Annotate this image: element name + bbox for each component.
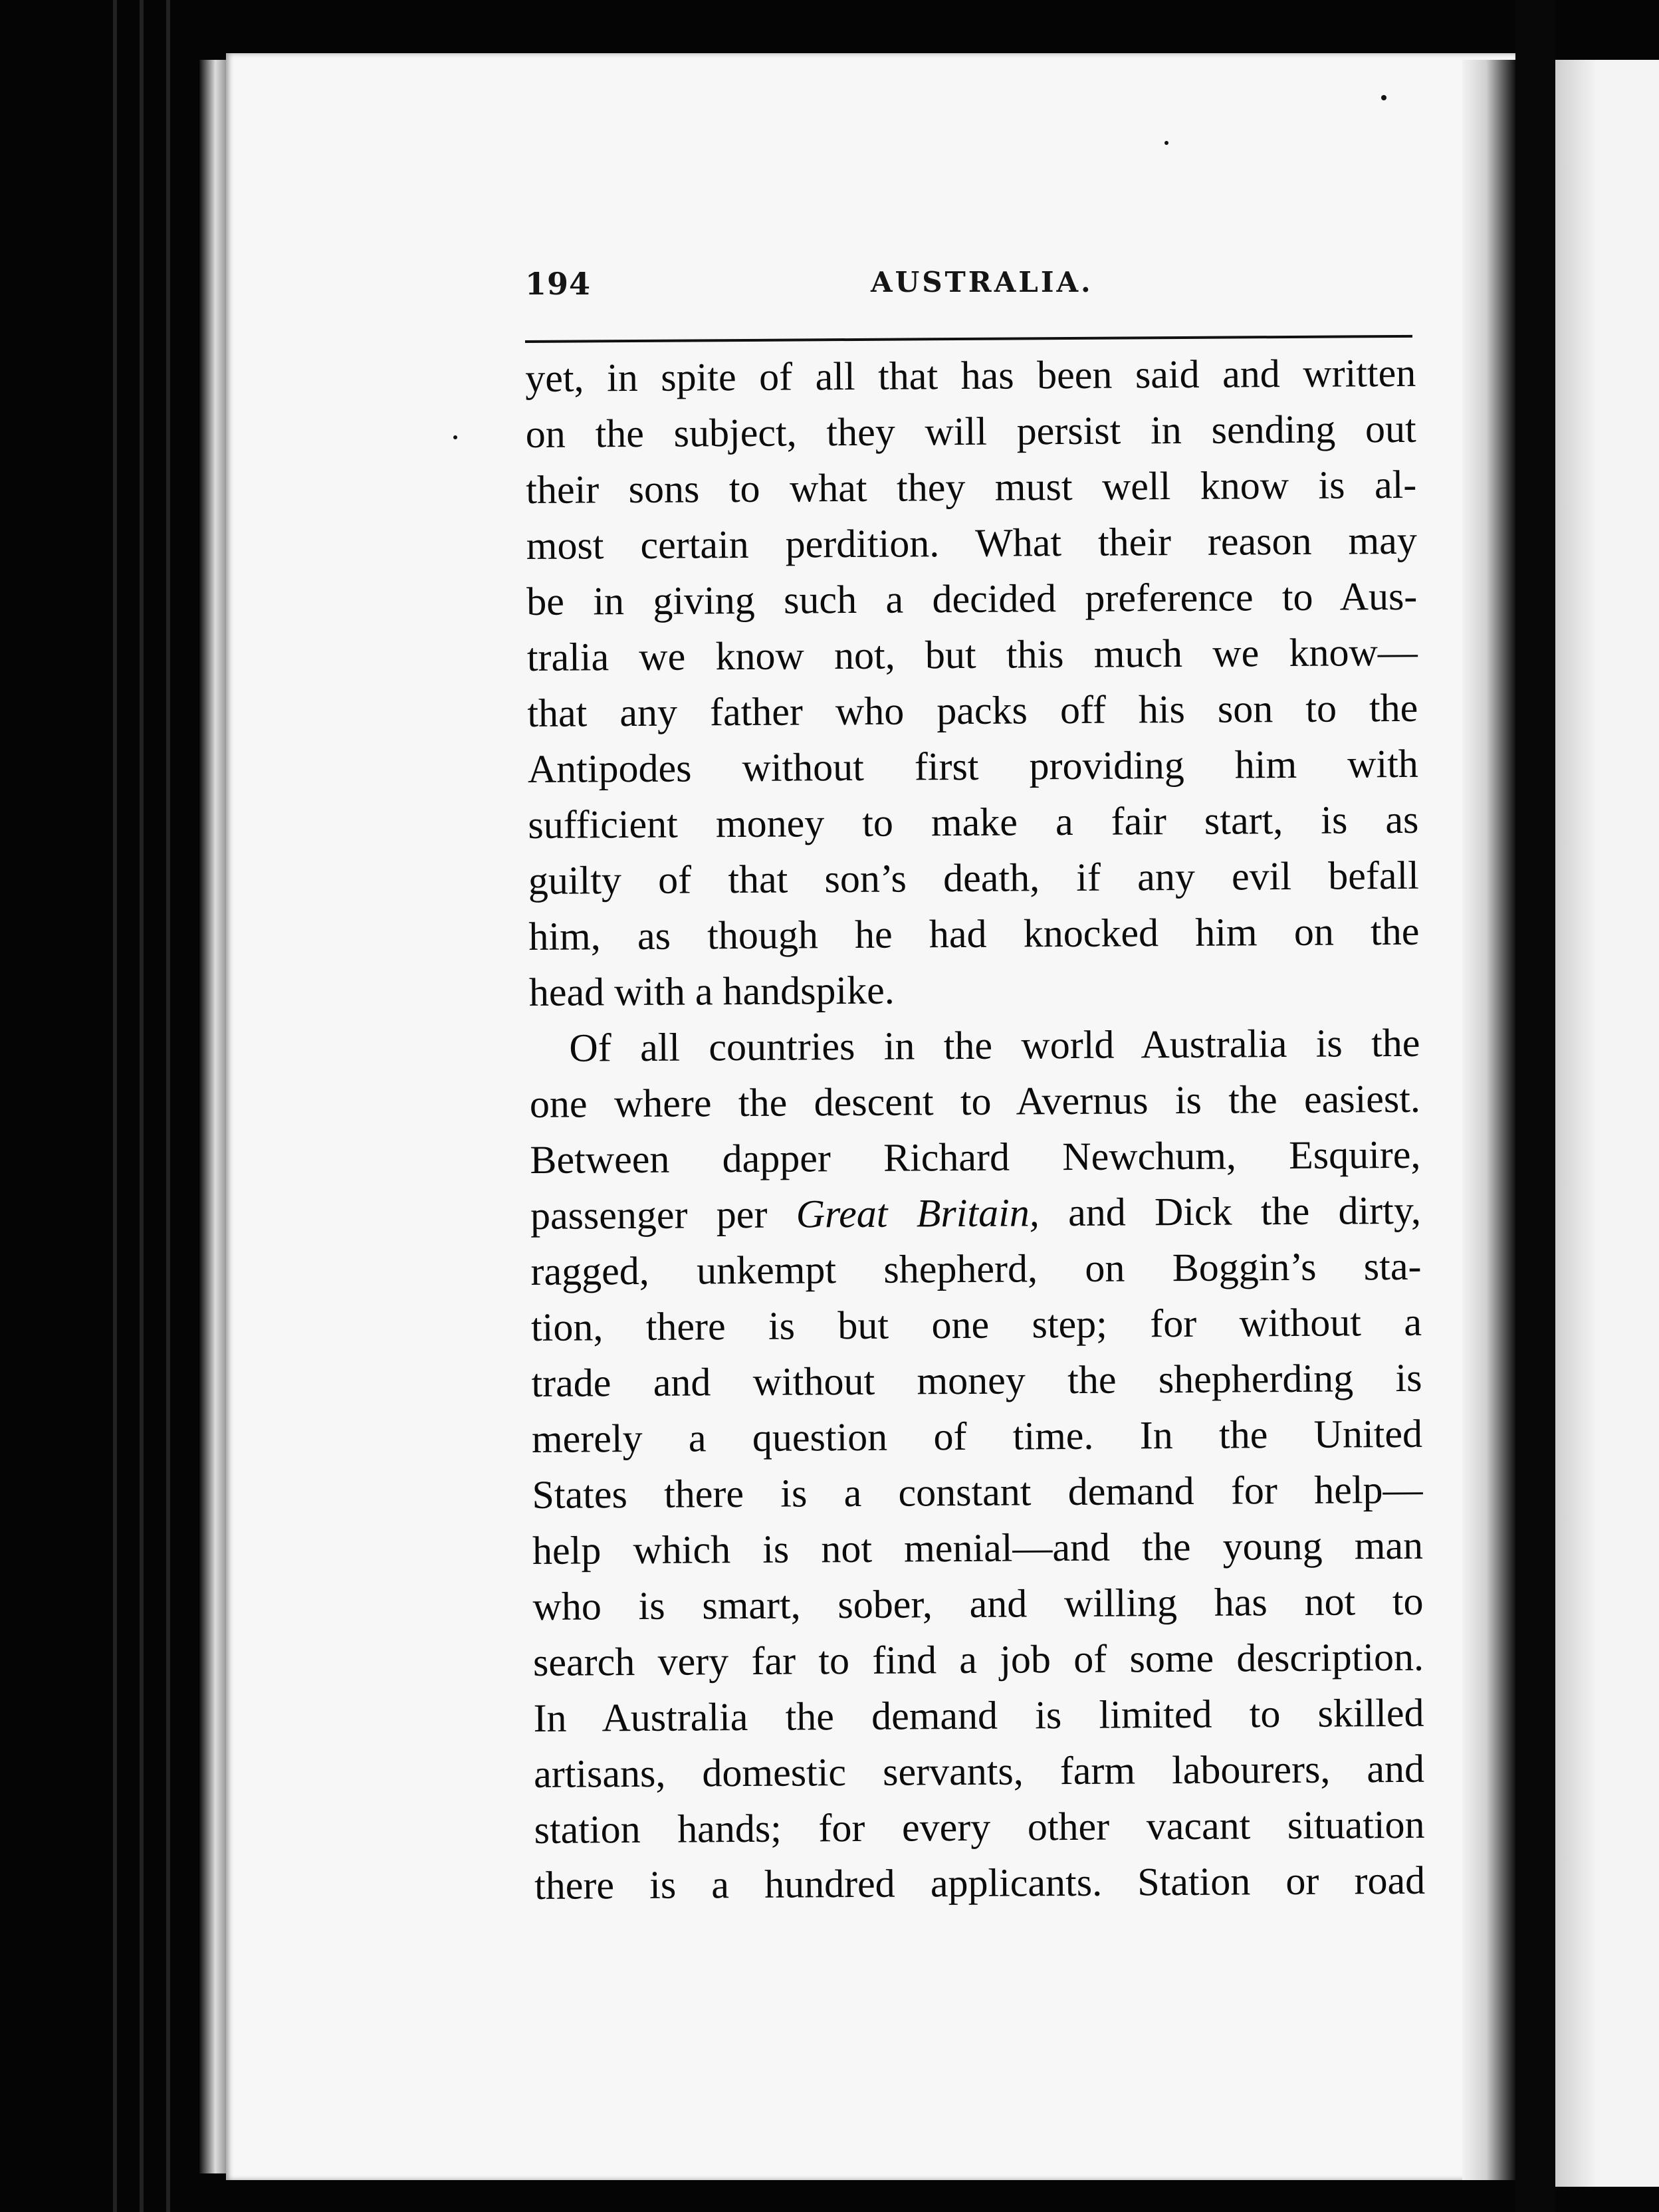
left-page-edges	[199, 60, 226, 2173]
text-line: In Australia the demand is limited to skilled	[533, 1690, 1424, 1740]
ink-speck	[1164, 141, 1168, 145]
text-line: their sons to what they must well know is al-	[526, 462, 1417, 512]
body-text	[525, 345, 1425, 1914]
binding-shadow	[166, 0, 170, 2212]
running-head: AUSTRALIA.	[871, 266, 1093, 298]
page-fold-shadow	[1462, 60, 1515, 2180]
text-line: be in giving such a decided preference to Aus-	[526, 574, 1418, 623]
text-line: trade and without money the shepherding is	[531, 1355, 1422, 1405]
ship-name-italic: Great Britain,	[796, 1190, 1040, 1236]
text-line: him, as though he had knocked him on the	[528, 909, 1420, 958]
text-line: merely a question of time. In the United	[531, 1411, 1423, 1461]
text-line: Of all countries in the world Australia is the	[569, 1020, 1420, 1070]
text-line: tion, there is but one step; for without a	[530, 1299, 1422, 1349]
text-segment: passenger per	[530, 1192, 768, 1238]
text-line: sufficient money to make a fair start, is as	[528, 797, 1419, 847]
text-segment: and Dick the dirty,	[1067, 1188, 1422, 1235]
text-line: Antipodes without first providing him with	[527, 741, 1419, 791]
text-line: on the subject, they will persist in sending out	[525, 406, 1416, 456]
page-header	[525, 266, 1409, 312]
text-line: station hands; for every other vacant situation	[534, 1802, 1425, 1852]
text-line: there is a hundred applicants. Station or road	[534, 1858, 1426, 1908]
text-line: Between dapper Richard Newchum, Esquire,	[530, 1132, 1421, 1182]
adjacent-page	[1555, 60, 1659, 2187]
gutter-shadow	[1515, 0, 1555, 2212]
text-line: search very far to find a job of some description.	[532, 1634, 1424, 1684]
text-line: one where the descent to Avernus is the easiest.	[529, 1076, 1421, 1126]
paragraph	[525, 345, 1420, 1020]
binding-shadow	[113, 0, 117, 2212]
text-line: help which is not menial—and the young man	[532, 1523, 1424, 1573]
text-line: States there is a constant demand for help—	[532, 1467, 1423, 1517]
text-line: who is smart, sober, and willing has not to	[532, 1579, 1424, 1628]
text-line: that any father who packs off his son to the	[527, 685, 1418, 735]
text-line: artisans, domestic servants, farm labourers, and	[533, 1746, 1425, 1796]
text-line: ragged, unkempt shepherd, on Boggin’s sta-	[530, 1244, 1422, 1293]
text-line: yet, in spite of all that has been said and written	[525, 350, 1416, 400]
text-line: guilty of that son’s death, if any evil befall	[528, 853, 1420, 903]
paragraph	[529, 1015, 1425, 1914]
text-line: tralia we know not, but this much we know—	[526, 629, 1418, 679]
text-line: head with a handspike.	[528, 968, 895, 1014]
ink-speck	[1381, 95, 1386, 100]
text-line: most certain perdition. What their reason may	[526, 518, 1417, 568]
page-number: 194	[525, 266, 592, 302]
binding-shadow	[140, 0, 144, 2212]
text-line-with-italic	[530, 1182, 1421, 1244]
ink-speck	[453, 435, 457, 439]
